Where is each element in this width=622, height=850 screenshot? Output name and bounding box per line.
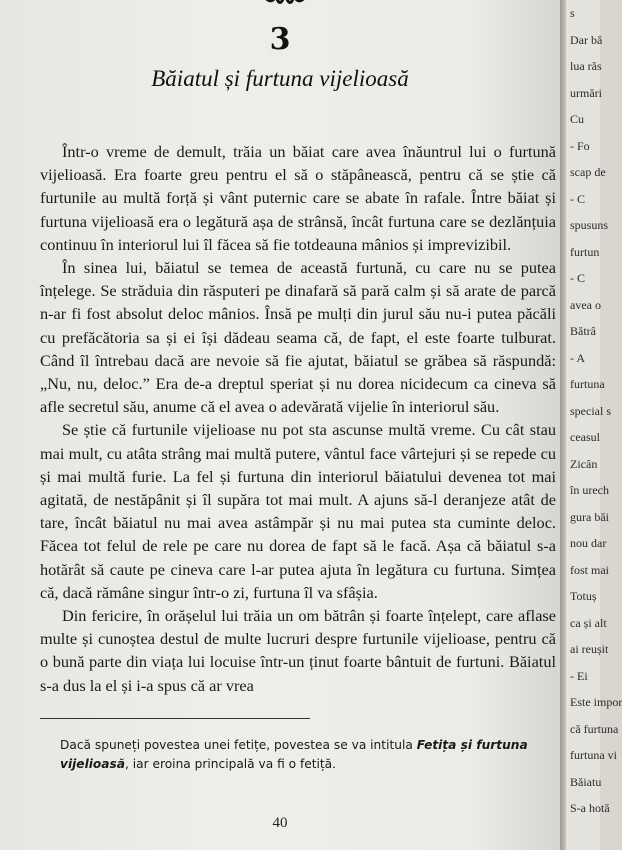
next-page-fragment: ai reușit <box>570 642 609 656</box>
next-page-fragment: furtuna <box>570 377 605 391</box>
next-page-fragment: Zicân <box>570 456 598 471</box>
footnote <box>60 736 540 774</box>
chapter-ornament <box>240 0 330 20</box>
next-page-fragment: - A <box>570 350 585 365</box>
footnote-text-end: , iar eroina principală va fi o fetiță. <box>125 757 337 771</box>
next-page-fragment: - C <box>570 191 585 206</box>
next-page-fragment: fost mai <box>570 562 609 577</box>
next-page-fragment: ceasul <box>570 430 600 444</box>
next-page-fragment: furtun <box>570 244 600 259</box>
chapter-title: Băiatul și furtuna vijelioasă <box>151 66 409 91</box>
next-page-fragment: ca și alt <box>570 615 607 630</box>
next-page-fragment: s <box>570 6 575 20</box>
next-page-fragment: că furtuna <box>570 721 619 736</box>
next-page-fragment: S-a hotă <box>570 801 610 815</box>
next-page-fragment: Este impor <box>570 695 622 709</box>
next-page-fragment: special s <box>570 403 611 418</box>
next-page-fragment: lua răs <box>570 59 602 73</box>
next-page-fragment: Băiatu <box>570 774 602 789</box>
next-page-edge <box>566 0 622 850</box>
footnote-divider <box>40 718 310 719</box>
story-text <box>40 140 556 697</box>
footnote-text: Dacă spuneți povestea unei fetițe, povestea se va intitula <box>60 738 417 752</box>
next-page-fragment: - Fo <box>570 138 590 153</box>
paragraph: Din fericire, în orășelul lui trăia un om bătrân și foarte înțelept, care aflase multe și cunoștea destul de multe lucruri despre furtunile vijelioase, pentru că o bună parte din viața lui locuise într-un ținut foarte bântuit de furtuni. Băiatul s-a dus la el și i-a spus că ar vrea <box>40 606 556 695</box>
footnote-title: Fetița și furtuna vijelioasă <box>60 738 528 771</box>
next-page-fragment: - C <box>570 271 585 285</box>
next-page-fragment: urmări <box>570 85 602 100</box>
paragraph: Se știe că furtunile vijelioase nu pot sta ascunse multă vreme. Cu cât stau mai mult, cu atâta strâng mai multă putere, vântul face vârtejuri și se repede cu și mai multă furie. La fel și furtuna din interiorul băiatului devenea tot mai agitată, de nestăpânit și îl supăra tot mai mult. A ajuns să-l deranjeze atât de tare, încât băiatul nu mai avea astâmpăr și nu mai putea sta cuminte deloc. Făcea tot felul de rele pe care nu dorea de fapt să le facă. Așa că băiatul s-a hotărât să caute pe cineva care l-ar putea ajuta în legătura cu furtuna. Simțea că, dacă rămâne singur într-o zi, furtuna îl va sfâșia. <box>40 420 556 602</box>
paragraph: Într-o vreme de demult, trăia un băiat care avea înăuntrul lui o furtună vijelioasă. Era foarte greu pentru el să o stăpânească, pentru că se știe că furtunile au multă forță și vânt puternic care se abate în rafale. Între băiat și furtuna vijelioasă era o legătură așa de strânsă, încât furtuna care se dezlănțuia continuu în interiorul lui îl făcea să fie totdeauna mânios și imprevizibil. <box>40 142 556 254</box>
next-page-fragment: furtuna vi <box>570 748 617 762</box>
next-page-fragment: - Ei <box>570 668 588 683</box>
paragraph: În sinea lui, băiatul se temea de această furtună, cu care nu se putea înțelege. Se străduia din răsputeri pe dinafară să pară calm și să arate de parcă n-ar fi fost absolut deloc mânios. Însă pe mulți din jurul său nu-i putea păcăli cu prefăcătoria sa și ei își dădeau seama că, de fapt, el este foarte tulburat. Când îl întrebau dacă are nevoie să fie ajutat, băiatul se grăbea să răspundă: „Nu, nu, deloc.” Era de-a dreptul speriat și nu dorea nicidecum ca cineva să afle secretul său, anume că el avea o adevărată vijelie în interiorul său. <box>40 258 556 417</box>
next-page-fragment: avea o <box>570 297 601 312</box>
next-page-fragment: în urech <box>570 483 609 497</box>
page-number: 40 <box>272 815 288 831</box>
next-page-fragment: scap de <box>570 165 606 179</box>
chapter-number: 3 <box>269 22 291 57</box>
next-page-fragment: Dar bă <box>570 32 603 47</box>
next-page-fragment: spusuns <box>570 218 609 232</box>
next-page-fragment: gura băi <box>570 509 609 524</box>
next-page-fragment: Totuș <box>570 589 597 603</box>
next-page-fragment: nou dar <box>570 536 607 550</box>
next-page-fragment: Cu <box>570 112 585 126</box>
next-page-fragment: Bătrâ <box>570 324 596 338</box>
